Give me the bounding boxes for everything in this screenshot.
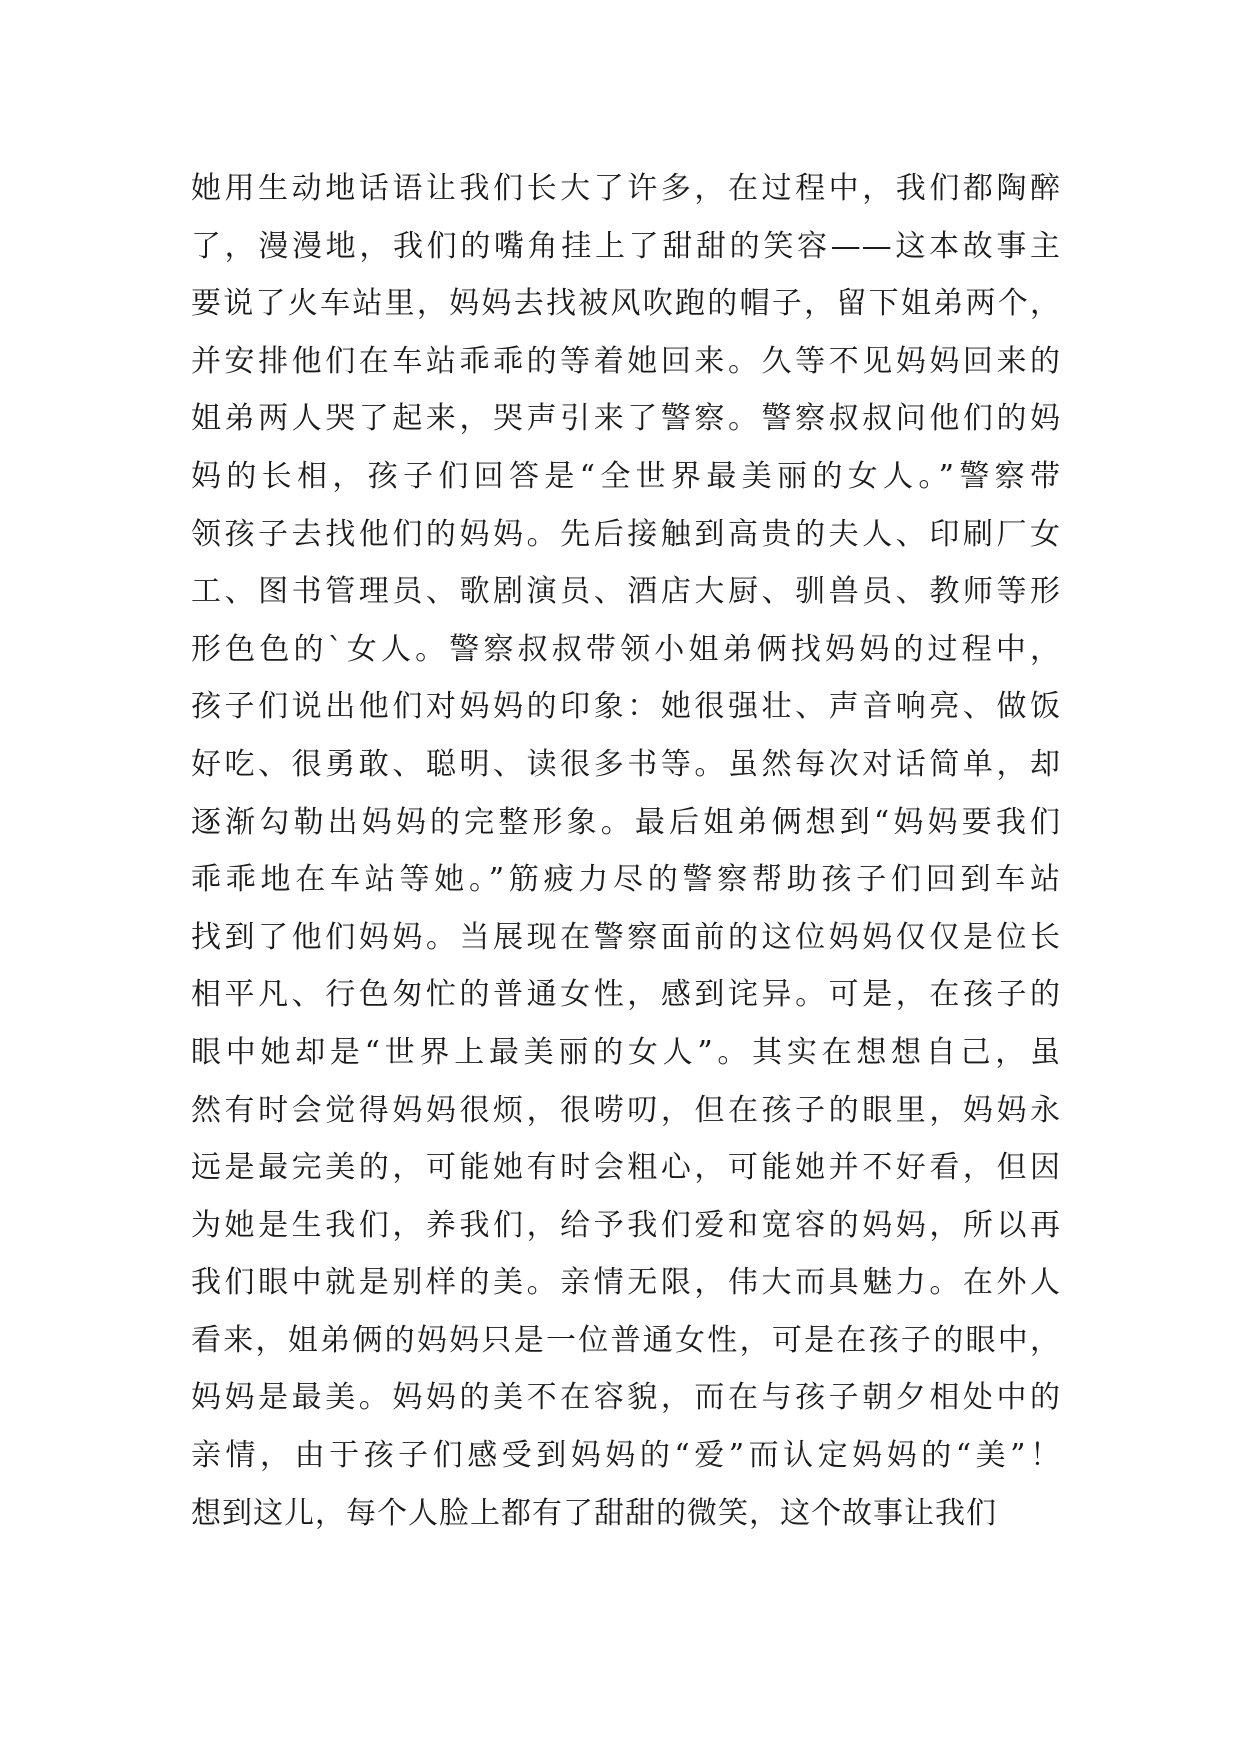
text-line: 乖乖地在车站等她。”筋疲力尽的警察帮助孩子们回到车站	[191, 862, 1061, 898]
text-line: 工、图书管理员、歌剧演员、酒店大厨、驯兽员、教师等形	[191, 574, 1061, 610]
text-line: 相平凡、行色匆忙的普通女性，感到诧异。可是，在孩子的	[191, 977, 1061, 1013]
text-line: 姐弟两人哭了起来，哭声引来了警察。警察叔叔问他们的妈	[191, 401, 1061, 437]
text-line: 并安排他们在车站乖乖的等着她回来。久等不见妈妈回来的	[191, 343, 1061, 379]
text-line: 了，漫漫地，我们的嘴角挂上了甜甜的笑容——这本故事主	[191, 228, 1061, 264]
text-line: 想到这儿，每个人脸上都有了甜甜的微笑，这个故事让我们	[191, 1495, 997, 1531]
text-line: 然有时会觉得妈妈很烦，很唠叨，但在孩子的眼里，妈妈永	[191, 1092, 1061, 1128]
text-line: 亲情，由于孩子们感受到妈妈的“爱”而认定妈妈的“美”！	[191, 1438, 1061, 1474]
body-text	[191, 160, 1061, 1542]
text-line: 我们眼中就是别样的美。亲情无限，伟大而具魅力。在外人	[191, 1265, 1061, 1301]
text-line: 远是最完美的，可能她有时会粗心，可能她并不好看，但因	[191, 1150, 1061, 1186]
text-line: 看来，姐弟俩的妈妈只是一位普通女性，可是在孩子的眼中，	[191, 1322, 1061, 1358]
text-line: 逐渐勾勒出妈妈的完整形象。最后姐弟俩想到“妈妈要我们	[191, 804, 1061, 840]
text-line: 要说了火车站里，妈妈去找被风吹跑的帽子，留下姐弟两个，	[191, 286, 1061, 322]
text-line: 眼中她却是“世界上最美丽的女人”。其实在想想自己，虽	[191, 1034, 1061, 1070]
text-line: 好吃、很勇敢、聪明、读很多书等。虽然每次对话简单，却	[191, 746, 1061, 782]
text-line: 孩子们说出他们对妈妈的印象：她很强壮、声音响亮、做饭	[191, 689, 1061, 725]
text-line: 她用生动地话语让我们长大了许多，在过程中，我们都陶醉	[191, 171, 1061, 206]
text-line: 领孩子去找他们的妈妈。先后接触到高贵的夫人、印刷厂女	[191, 516, 1061, 552]
text-line: 妈妈是最美。妈妈的美不在容貌，而在与孩子朝夕相处中的	[191, 1380, 1061, 1416]
text-line: 为她是生我们，养我们，给予我们爱和宽容的妈妈，所以再	[191, 1207, 1061, 1243]
text-line: 找到了他们妈妈。当展现在警察面前的这位妈妈仅仅是位长	[191, 919, 1061, 955]
text-line: 形色色的`女人。警察叔叔带领小姐弟俩找妈妈的过程中，	[191, 631, 1061, 667]
text-line: 妈的长相，孩子们回答是“全世界最美丽的女人。”警察带	[191, 458, 1061, 494]
